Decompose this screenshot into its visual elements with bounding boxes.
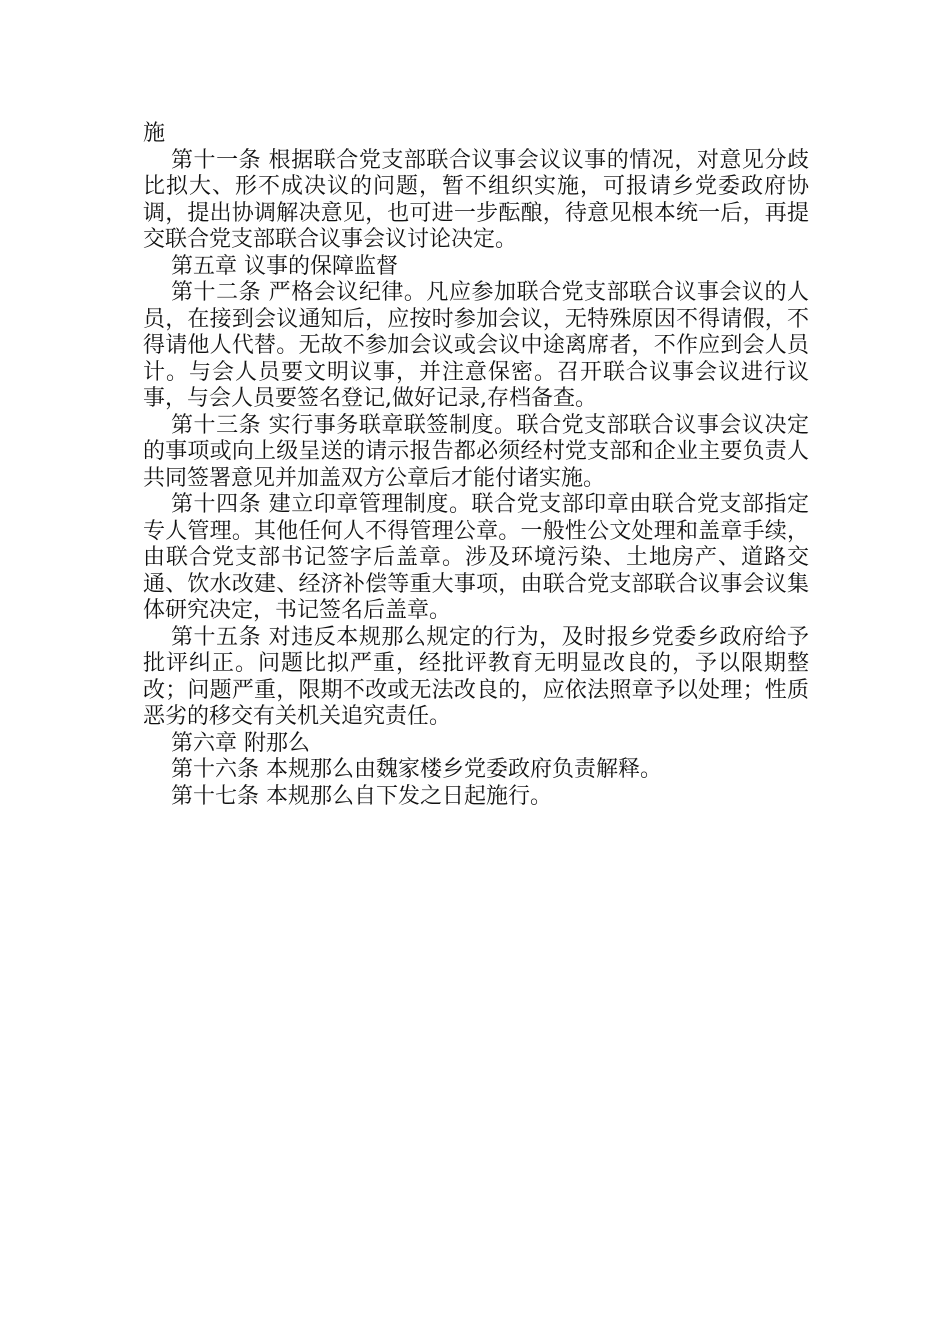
chapter-6-heading: 第六章 附那么: [171, 730, 310, 756]
article-12: [143, 280, 809, 413]
article-17: 第十七条 本规那么自下发之日起施行。: [171, 783, 552, 809]
chapter-5-heading: 第五章 议事的保障监督: [171, 253, 398, 279]
article-13: 第十三条 实行事务联章联签制度。联合党支部联合议事会议决定的事项或向上级呈送的请示报告都必须经村党支部和企业主要负责人共同签署意见并加盖双方公章后才能付诸实施。: [143, 412, 809, 491]
document-body: [143, 121, 809, 810]
article-15: 第十五条 对违反本规那么规定的行为，及时报乡党委乡政府给予批评纠正。问题比拟严重，经批评教育无明显改良的，予以限期整改；问题严重，限期不改或无法改良的，应依法照章予以处理；性质恶劣的移交有关机关追究责任。: [143, 624, 809, 729]
paragraph-continuation: 施: [143, 121, 166, 146]
article-11: 第十一条 根据联合党支部联合议事会议议事的情况，对意见分歧比拟大、形不成决议的问题，暂不组织实施，可报请乡党委政府协调，提出协调解决意见，也可进一步酝酿，待意见根本统一后，再提交联合党支部联合议事会议讨论决定。: [143, 147, 809, 252]
article-16: 第十六条 本规那么由魏家楼乡党委政府负责解释。: [171, 757, 662, 782]
article-12-text: 第十二条 严格会议纪律。凡应参加联合党支部联合议事会议的人员，在接到会议通知后，应按时参加会议，无特殊原因不得请假，不得请他人代替。无故不参加会议或会议中途离席者，不作应到会人员计。与会人员要文明议事，并注意保密。召开联合议事会议进行议事，与会人员要签名登记,做好记录,存档备查。: [143, 280, 809, 411]
article-14: 第十四条 建立印章管理制度。联合党支部印章由联合党支部指定专人管理。其他任何人不得管理公章。一般性公文处理和盖章手续，由联合党支部书记签字后盖章。涉及环境污染、土地房产、道路交通、饮水改建、经济补偿等重大事项，由联合党支部联合议事会议集体研究决定，书记签名后盖章。: [143, 492, 809, 623]
